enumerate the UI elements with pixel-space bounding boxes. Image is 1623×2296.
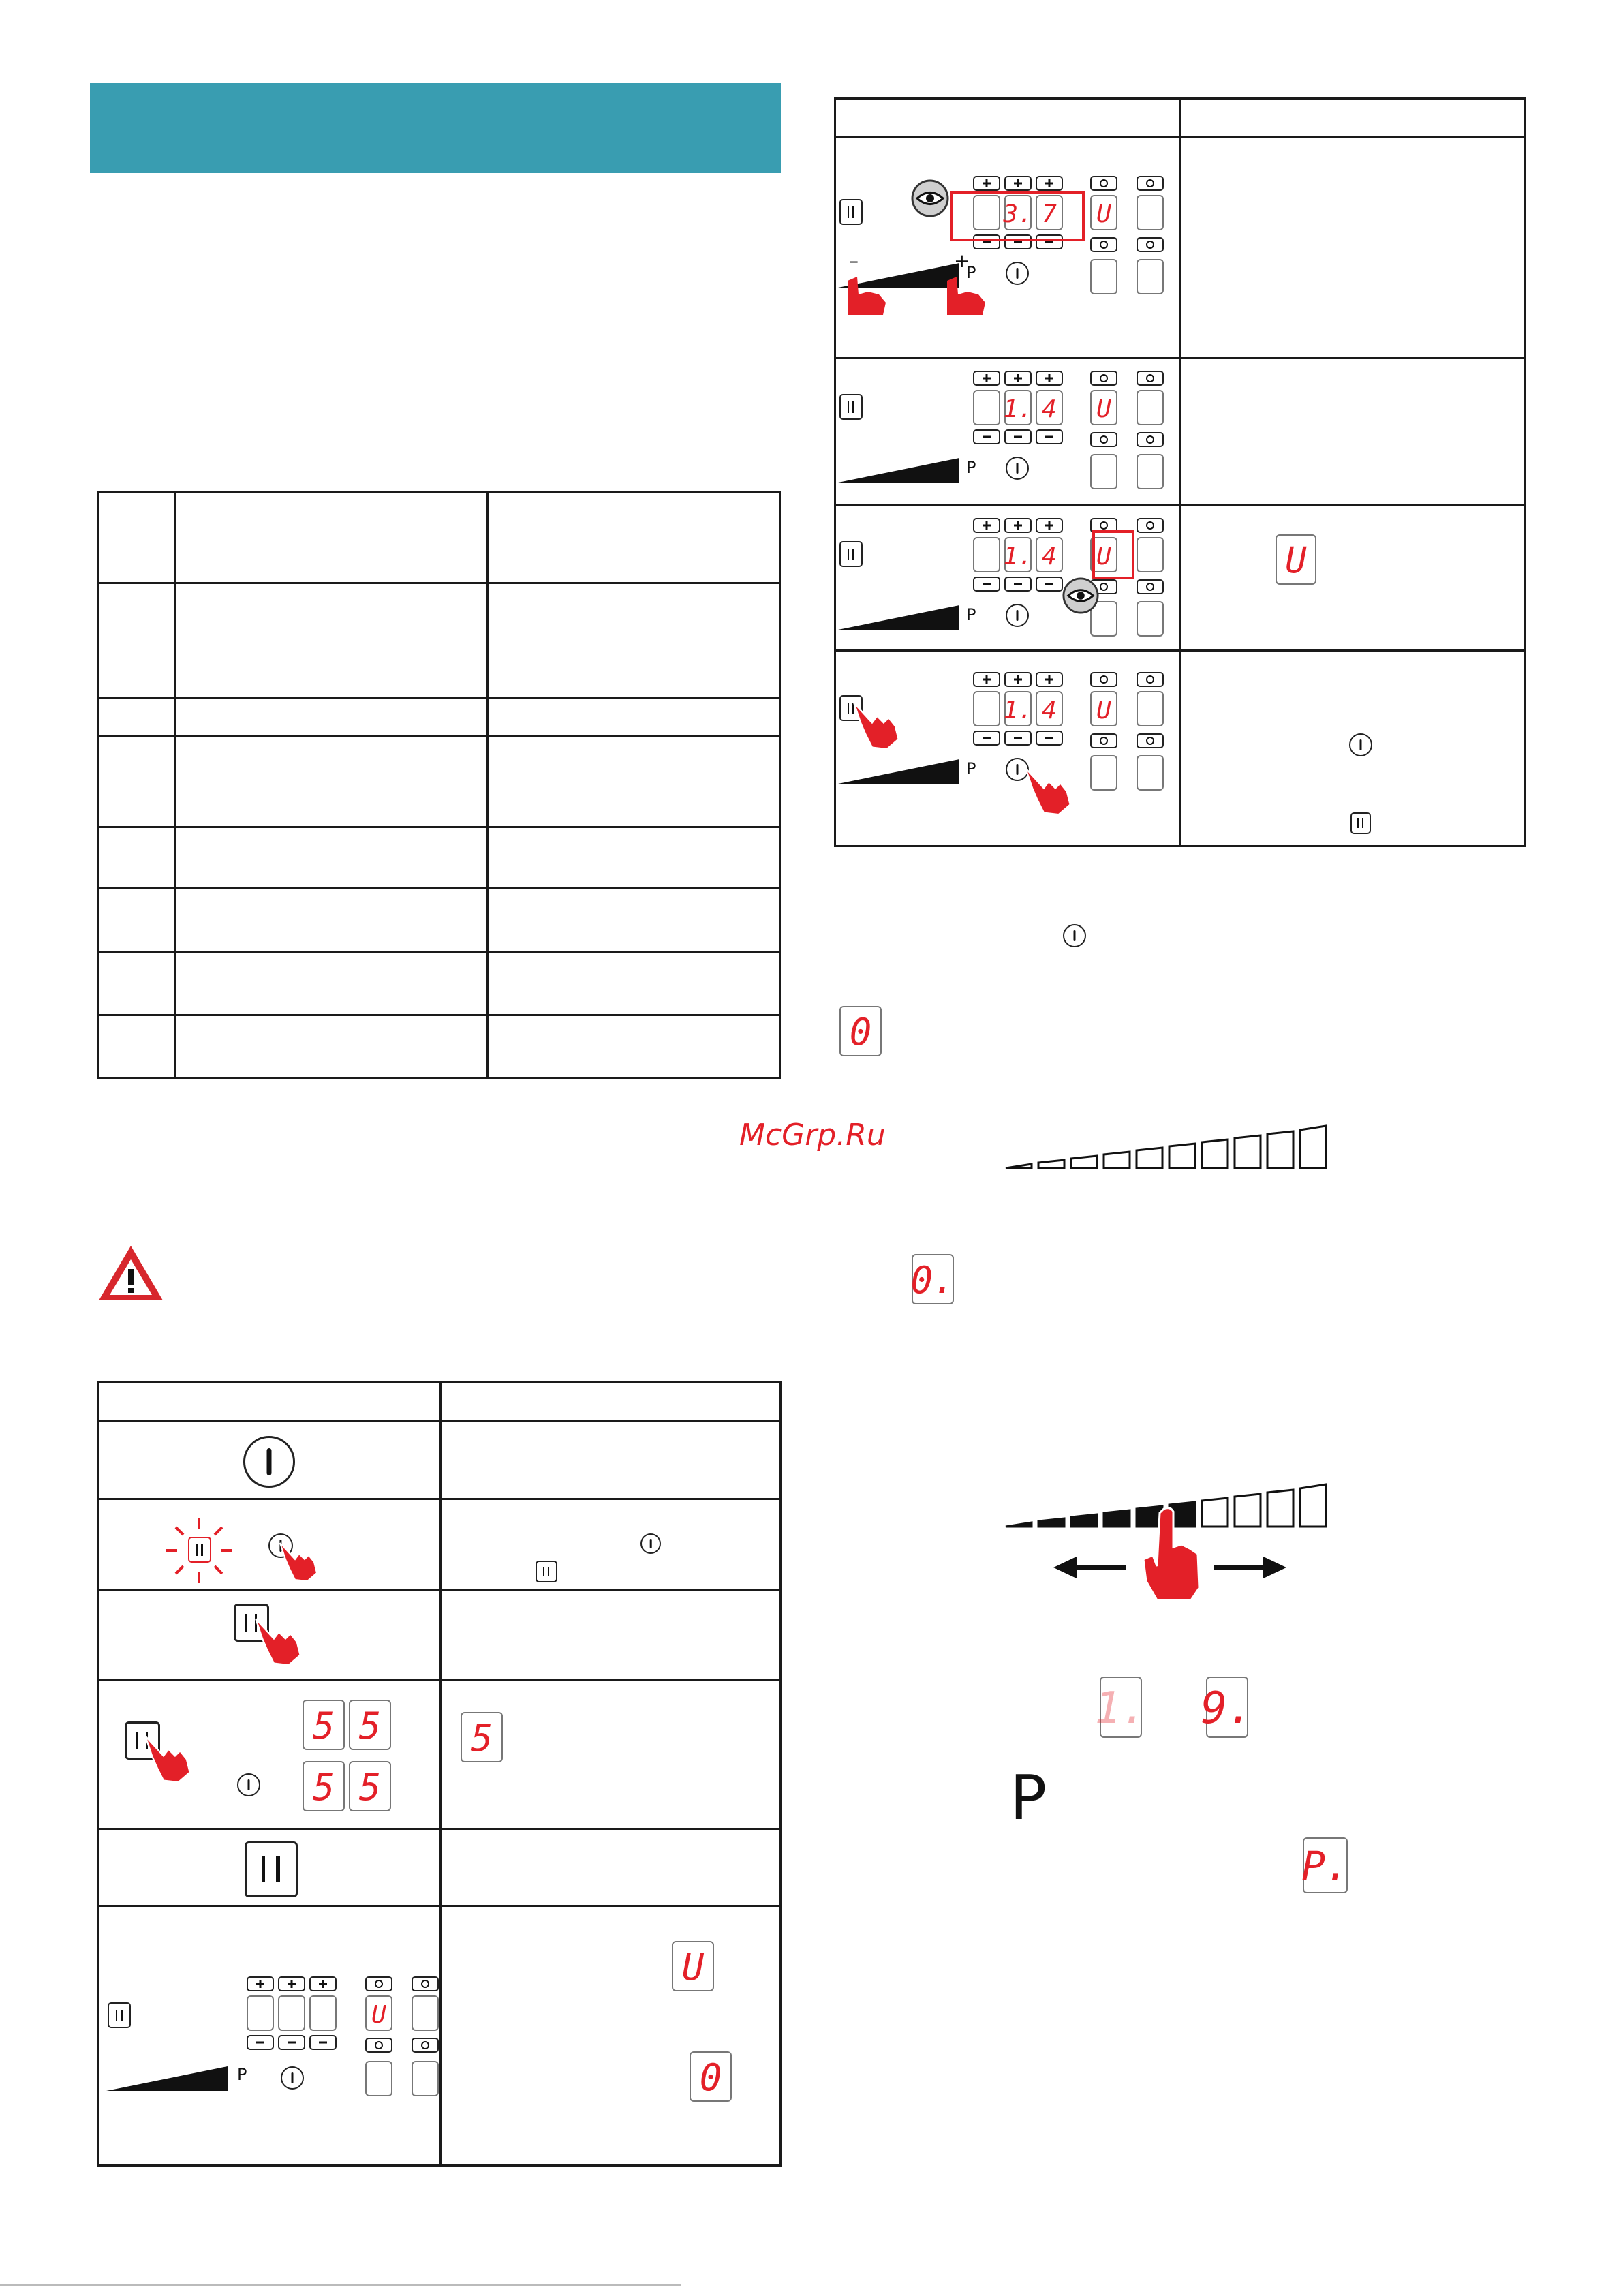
timer-icon[interactable] bbox=[1137, 432, 1164, 447]
p-label: P bbox=[1010, 1762, 1047, 1834]
digit-display bbox=[461, 1712, 503, 1762]
plus-icon[interactable] bbox=[1036, 371, 1063, 386]
timer-icon[interactable] bbox=[412, 2038, 439, 2053]
minus-icon[interactable] bbox=[1036, 731, 1063, 746]
svg-text:9.: 9. bbox=[1201, 1683, 1254, 1734]
timer-icon[interactable] bbox=[1090, 371, 1117, 386]
plus-icon[interactable] bbox=[973, 518, 1000, 533]
digit-display bbox=[1090, 390, 1117, 425]
plus-icon[interactable] bbox=[278, 1976, 305, 1991]
plus-hand-icon bbox=[940, 249, 995, 315]
minus-icon[interactable] bbox=[1004, 731, 1032, 746]
digit-display bbox=[973, 390, 1000, 425]
p-label: P bbox=[966, 458, 976, 477]
plus-icon[interactable] bbox=[1036, 176, 1063, 191]
plus-icon[interactable] bbox=[247, 1976, 274, 1991]
digit-display bbox=[365, 2061, 392, 2096]
plus-icon[interactable] bbox=[1004, 518, 1032, 533]
digit-display bbox=[303, 1761, 345, 1811]
digit-display bbox=[1090, 691, 1117, 726]
svg-text:U: U bbox=[1096, 542, 1111, 570]
digit-display bbox=[973, 691, 1000, 726]
svg-text:5: 5 bbox=[312, 1704, 335, 1747]
watermark: McGrp.Ru bbox=[739, 1118, 886, 1152]
svg-text:1.: 1. bbox=[1094, 1683, 1147, 1734]
timer-icon[interactable] bbox=[1090, 176, 1117, 191]
hand-pointer-icon bbox=[276, 1539, 321, 1584]
hand-pointer-icon bbox=[140, 1731, 195, 1786]
pause-icon bbox=[536, 1561, 557, 1582]
power-knob-icon[interactable] bbox=[1006, 604, 1029, 627]
power-ramp-icon bbox=[838, 758, 961, 785]
plus-icon[interactable] bbox=[1004, 371, 1032, 386]
hand-pointer-icon bbox=[251, 1614, 305, 1668]
p-label: P bbox=[966, 605, 976, 624]
digit-display bbox=[973, 537, 1000, 572]
digit-display bbox=[839, 1006, 882, 1056]
timer-icon[interactable] bbox=[412, 1976, 439, 1991]
svg-text:4: 4 bbox=[1042, 395, 1057, 423]
svg-text:U: U bbox=[371, 2001, 386, 2029]
power-level-bar bbox=[1004, 1123, 1335, 1171]
digit-display bbox=[1036, 691, 1063, 726]
minus-icon[interactable] bbox=[973, 731, 1000, 746]
digit-display bbox=[1276, 534, 1316, 585]
footer-rule bbox=[0, 2284, 681, 2286]
svg-text:U: U bbox=[1096, 200, 1111, 228]
plus-icon[interactable] bbox=[1004, 176, 1032, 191]
minus-icon[interactable] bbox=[1036, 429, 1063, 444]
digit-display bbox=[303, 1700, 345, 1750]
minus-icon[interactable] bbox=[309, 2035, 337, 2050]
eye-icon bbox=[910, 179, 950, 218]
eye-icon bbox=[1062, 577, 1100, 615]
digit-display bbox=[1137, 390, 1164, 425]
digit-display bbox=[690, 2051, 732, 2102]
svg-text:U: U bbox=[681, 1946, 705, 1989]
timer-icon[interactable] bbox=[1137, 176, 1164, 191]
power-knob-icon[interactable] bbox=[243, 1436, 295, 1488]
highlight-box bbox=[950, 191, 1085, 241]
digit-display bbox=[365, 1995, 392, 2031]
timer-icon[interactable] bbox=[1137, 579, 1164, 594]
timer-icon[interactable] bbox=[1137, 672, 1164, 687]
digit-display bbox=[412, 2061, 439, 2096]
pause-icon[interactable] bbox=[839, 541, 863, 567]
digit-display bbox=[1090, 755, 1117, 791]
svg-text:0.: 0. bbox=[910, 1259, 955, 1302]
digit-display bbox=[1137, 454, 1164, 489]
digit-display bbox=[1004, 537, 1032, 572]
svg-text:0: 0 bbox=[699, 2056, 722, 2099]
power-knob-icon bbox=[281, 2066, 304, 2090]
minus-icon[interactable] bbox=[1004, 429, 1032, 444]
timer-icon[interactable] bbox=[365, 1976, 392, 1991]
arrow-left-icon bbox=[1052, 1554, 1127, 1581]
digit-display bbox=[1094, 1677, 1147, 1738]
svg-text:0: 0 bbox=[849, 1011, 872, 1054]
pause-icon bbox=[1350, 812, 1371, 834]
svg-text:P.: P. bbox=[1301, 1843, 1349, 1889]
timer-icon[interactable] bbox=[1090, 432, 1117, 447]
p-label: P bbox=[966, 263, 976, 282]
power-knob-icon bbox=[1349, 733, 1372, 756]
plus-icon[interactable] bbox=[973, 672, 1000, 687]
power-knob-icon[interactable] bbox=[1006, 262, 1029, 285]
digit-display bbox=[1090, 259, 1117, 294]
minus-icon[interactable] bbox=[1036, 577, 1063, 592]
svg-text:5: 5 bbox=[358, 1766, 382, 1809]
svg-text:4: 4 bbox=[1042, 542, 1057, 570]
digit-display bbox=[672, 1941, 714, 1991]
hand-pointer-icon bbox=[849, 698, 903, 752]
timer-icon[interactable] bbox=[1137, 237, 1164, 252]
p-label: P bbox=[966, 759, 976, 778]
plus-icon[interactable] bbox=[1004, 672, 1032, 687]
arrow-right-icon bbox=[1213, 1554, 1288, 1581]
digit-display bbox=[1036, 537, 1063, 572]
minus-icon[interactable] bbox=[1004, 577, 1032, 592]
timer-icon[interactable] bbox=[1090, 237, 1117, 252]
timer-icon[interactable] bbox=[1137, 371, 1164, 386]
minus-hand-icon bbox=[841, 249, 895, 315]
power-ramp-icon bbox=[106, 2065, 229, 2092]
digit-display bbox=[412, 1995, 439, 2031]
digit-display bbox=[309, 1995, 337, 2031]
digit-display bbox=[912, 1254, 954, 1304]
plus-icon[interactable] bbox=[309, 1976, 337, 1991]
digit-display bbox=[1137, 755, 1164, 791]
highlight-box bbox=[1092, 530, 1134, 579]
digit-display bbox=[1090, 454, 1117, 489]
svg-text:1.: 1. bbox=[1003, 697, 1033, 724]
svg-text:U: U bbox=[1096, 395, 1111, 423]
svg-text:1.: 1. bbox=[1003, 542, 1033, 570]
svg-text:U: U bbox=[1285, 540, 1307, 582]
digit-display bbox=[1004, 691, 1032, 726]
power-knob-icon bbox=[640, 1533, 661, 1554]
svg-text:7: 7 bbox=[1042, 200, 1057, 228]
svg-text:U: U bbox=[1096, 697, 1111, 724]
hand-pointer-icon bbox=[1021, 763, 1075, 818]
warning-triangle-icon bbox=[95, 1242, 166, 1304]
plus-icon[interactable] bbox=[1036, 672, 1063, 687]
digit-display bbox=[1303, 1837, 1348, 1893]
pause-icon[interactable] bbox=[188, 1537, 211, 1563]
svg-text:1.: 1. bbox=[1003, 395, 1033, 423]
svg-text:5: 5 bbox=[470, 1717, 493, 1760]
svg-text:3.: 3. bbox=[1003, 200, 1033, 228]
digit-display bbox=[247, 1995, 274, 2031]
minus-icon[interactable] bbox=[973, 577, 1000, 592]
svg-text:5: 5 bbox=[358, 1704, 382, 1747]
power-knob-icon bbox=[1063, 924, 1086, 947]
power-knob-icon[interactable] bbox=[1006, 457, 1029, 480]
digit-display bbox=[1137, 195, 1164, 230]
power-knob-icon bbox=[237, 1773, 260, 1796]
pause-icon[interactable] bbox=[108, 2002, 131, 2028]
digit-display bbox=[349, 1700, 391, 1750]
digit-display bbox=[1036, 390, 1063, 425]
minus-icon[interactable] bbox=[247, 2035, 274, 2050]
svg-text:4: 4 bbox=[1042, 697, 1057, 724]
digit-display bbox=[1137, 259, 1164, 294]
p-label: P bbox=[237, 2065, 247, 2084]
timer-icon[interactable] bbox=[365, 2038, 392, 2053]
pause-icon[interactable] bbox=[245, 1841, 298, 1897]
hand-pointer-icon bbox=[1137, 1506, 1205, 1602]
timer-icon[interactable] bbox=[1090, 733, 1117, 748]
plus-icon[interactable] bbox=[973, 371, 1000, 386]
digit-display bbox=[1004, 390, 1032, 425]
digit-display bbox=[1090, 195, 1117, 230]
digit-display bbox=[1137, 691, 1164, 726]
digit-display bbox=[278, 1995, 305, 2031]
plus-icon[interactable] bbox=[973, 176, 1000, 191]
digit-display bbox=[349, 1761, 391, 1811]
digit-display bbox=[1137, 601, 1164, 637]
svg-text:+: + bbox=[954, 249, 970, 272]
power-ramp-icon bbox=[838, 604, 961, 631]
timer-icon[interactable] bbox=[1090, 672, 1117, 687]
svg-text:–: – bbox=[849, 249, 859, 272]
digit-display bbox=[1201, 1677, 1254, 1738]
minus-icon[interactable] bbox=[973, 429, 1000, 444]
pause-icon[interactable] bbox=[839, 199, 863, 225]
svg-text:5: 5 bbox=[312, 1766, 335, 1809]
timer-icon[interactable] bbox=[1137, 518, 1164, 533]
plus-icon[interactable] bbox=[1036, 518, 1063, 533]
digit-display bbox=[1137, 537, 1164, 572]
power-ramp-icon bbox=[838, 457, 961, 484]
minus-icon[interactable] bbox=[278, 2035, 305, 2050]
timer-icon[interactable] bbox=[1137, 733, 1164, 748]
section-header-bar bbox=[90, 83, 781, 173]
pause-icon[interactable] bbox=[839, 394, 863, 420]
